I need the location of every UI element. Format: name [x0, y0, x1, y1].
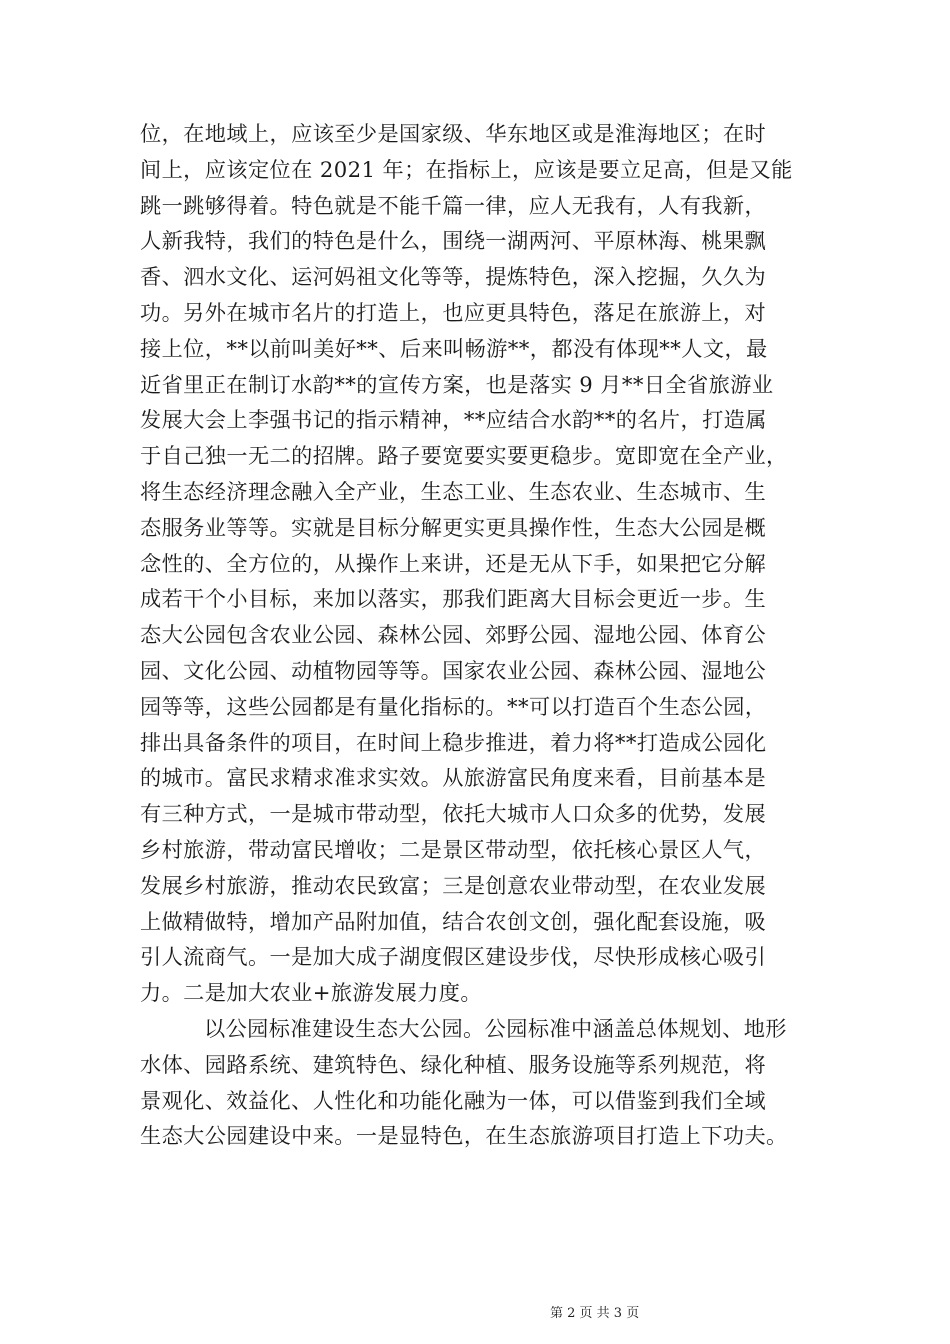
text-line: 发展大会上李强书记的指示精神，**应结合水韵**的名片，打造属	[140, 407, 767, 433]
text-line: 景观化、效益化、人性化和功能化融为一体，可以借鉴到我们全域	[140, 1087, 767, 1113]
text-line: 排出具备条件的项目，在时间上稳步推进，着力将**打造成公园化	[140, 729, 767, 755]
text-line: 人新我特，我们的特色是什么，围绕一湖两河、平原林海、桃果飘	[140, 228, 767, 254]
text-line: 有三种方式，一是城市带动型，依托大城市人口众多的优势，发展	[140, 801, 767, 827]
text-line: 态大公园包含农业公园、森林公园、郊野公园、湿地公园、体育公	[140, 622, 767, 648]
text-line: 力。二是加大农业+旅游发展力度。	[140, 980, 482, 1006]
text-line: 园、文化公园、动植物园等等。国家农业公园、森林公园、湿地公	[140, 657, 767, 683]
text-line: 香、泗水文化、运河妈祖文化等等，提炼特色，深入挖掘，久久为	[140, 264, 767, 290]
text-line: 功。另外在城市名片的打造上，也应更具特色，落足在旅游上，对	[140, 299, 767, 325]
document-body	[140, 116, 830, 1154]
text-line: 近省里正在制订水韵**的宣传方案，也是落实 9 月**日全省旅游业	[140, 371, 774, 397]
text-line: 以公园标准建设生态大公园。公园标准中涵盖总体规划、地形	[204, 1015, 787, 1041]
text-line: 于自己独一无二的招牌。路子要宽要实要更稳步。宽即宽在全产业，	[140, 443, 788, 469]
text-line: 念性的、全方位的，从操作上来讲，还是无从下手，如果把它分解	[140, 550, 767, 576]
text-line: 成若干个小目标，来加以落实，那我们距离大目标会更近一步。生	[140, 586, 767, 612]
text-line: 发展乡村旅游，推动农民致富；三是创意农业带动型，在农业发展	[140, 872, 767, 898]
text-line: 园等等，这些公园都是有量化指标的。**可以打造百个生态公园，	[140, 693, 767, 719]
text-line: 的城市。富民求精求准求实效。从旅游富民角度来看，目前基本是	[140, 765, 767, 791]
text-line: 将生态经济理念融入全产业，生态工业、生态农业、生态城市、生	[140, 478, 767, 504]
text-line: 引人流商气。一是加大成子湖度假区建设步伐，尽快形成核心吸引	[140, 944, 767, 970]
paragraph-2	[140, 1011, 830, 1154]
text-line: 上做精做特，增加产品附加值，结合农创文创，强化配套设施，吸	[140, 908, 767, 934]
text-line: 位，在地域上，应该至少是国家级、华东地区或是淮海地区；在时	[140, 121, 767, 146]
text-line: 态服务业等等。实就是目标分解更实更具操作性，生态大公园是概	[140, 514, 767, 540]
text-line: 乡村旅游，带动富民增收；二是景区带动型，依托核心景区人气，	[140, 836, 767, 862]
text-line: 生态大公园建设中来。一是显特色，在生态旅游项目打造上下功夫。	[140, 1123, 788, 1149]
text-line: 水体、园路系统、建筑特色、绿化种植、服务设施等系列规范，将	[140, 1051, 767, 1077]
paragraph-1	[140, 116, 830, 1011]
page-number-footer	[0, 1302, 950, 1321]
text-line: 跳一跳够得着。特色就是不能千篇一律，应人无我有，人有我新，	[140, 192, 767, 218]
text-line: 接上位，**以前叫美好**、后来叫畅游**，都没有体现**人文，最	[140, 335, 768, 361]
text-line: 间上，应该定位在 2021 年；在指标上，应该是要立足高，但是又能	[140, 156, 793, 182]
page-number-label: 第 2 页 共 3 页	[550, 1306, 640, 1321]
